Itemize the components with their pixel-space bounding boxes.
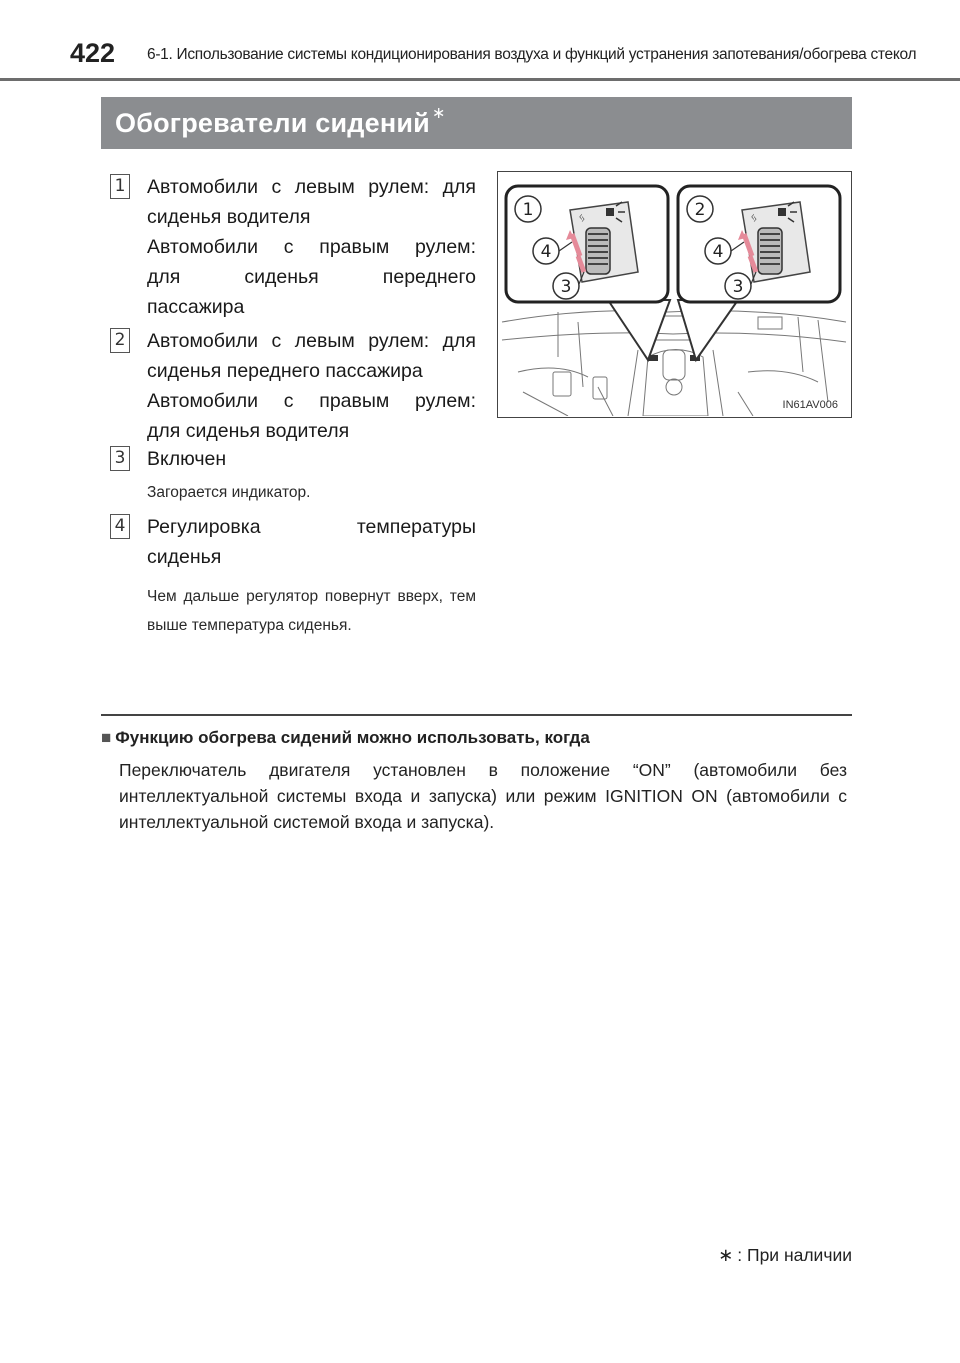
item-line: для сиденья водителя xyxy=(147,420,350,442)
item-line: пассажира xyxy=(147,296,245,318)
illustration-code: IN61AV006 xyxy=(782,399,838,411)
callout-number: 1 xyxy=(522,200,534,220)
item-note: Чем дальше регулятор повернут вверх, тем выше температура сиденья. xyxy=(147,588,476,634)
asterisk-icon: ∗ xyxy=(718,1245,734,1265)
item-line: сиденья водителя xyxy=(147,206,311,228)
page-number: 422 xyxy=(70,38,116,68)
list-item xyxy=(110,444,476,506)
callout-number: 4 xyxy=(540,242,552,262)
list-item xyxy=(110,512,476,640)
note-body: Переключатель двигателя установлен в положение “ON” (автомобили без интеллектуальной системы входа и запуска) или режим IGNITION ON (автомобили с интеллектуальной системой входа и запуска). xyxy=(119,760,847,832)
item-number-badge: 3 xyxy=(110,446,130,471)
list-item xyxy=(110,172,476,322)
item-line: Автомобили с левым рулем: для xyxy=(147,176,476,198)
item-number-badge: 1 xyxy=(110,174,130,199)
item-note: Загорается индикатор. xyxy=(147,484,311,501)
item-description xyxy=(147,172,476,322)
section-title: Обогреватели сидений xyxy=(115,107,430,138)
item-line: сиденья xyxy=(147,546,222,568)
svg-text:ᛃ: ᛃ xyxy=(578,211,586,226)
note-title: Функцию обогрева сидений можно использовать, когда xyxy=(115,728,590,747)
seat-heater-illustration xyxy=(497,171,852,418)
item-line: Регулировка температуры xyxy=(147,516,476,538)
item-description xyxy=(147,512,476,572)
item-number-badge: 4 xyxy=(110,514,130,539)
asterisk-icon: ∗ xyxy=(431,105,446,122)
callout-number: 3 xyxy=(560,277,572,297)
svg-text:ᛃ: ᛃ xyxy=(750,211,758,226)
section-divider xyxy=(101,714,852,716)
item-line: Автомобили с левым рулем: для xyxy=(147,330,476,352)
footnote-text: : При наличии xyxy=(737,1245,852,1265)
callout-number: 3 xyxy=(732,277,744,297)
running-head: 6-1. Использование системы кондиционирования воздуха и функций устранения запотевания/обогрева стекол xyxy=(147,46,917,63)
item-line: для сиденья переднего xyxy=(147,266,476,288)
item-description xyxy=(147,326,476,446)
item-number-badge: 2 xyxy=(110,328,130,353)
item-line: Автомобили с правым рулем: xyxy=(147,390,476,412)
callout-number: 2 xyxy=(694,200,706,220)
item-line: сиденья переднего пассажира xyxy=(147,360,423,382)
list-item xyxy=(110,326,476,446)
dashboard-drawing xyxy=(498,172,850,416)
section-banner xyxy=(101,97,852,149)
item-line: Автомобили с правым рулем: xyxy=(147,236,476,258)
top-rule xyxy=(0,78,960,81)
footnote xyxy=(718,1245,852,1266)
callout-number: 4 xyxy=(712,242,724,262)
item-description xyxy=(147,444,476,474)
note-heading xyxy=(101,728,590,748)
item-line: Включен xyxy=(147,448,227,470)
square-bullet-icon: ■ xyxy=(101,728,112,747)
